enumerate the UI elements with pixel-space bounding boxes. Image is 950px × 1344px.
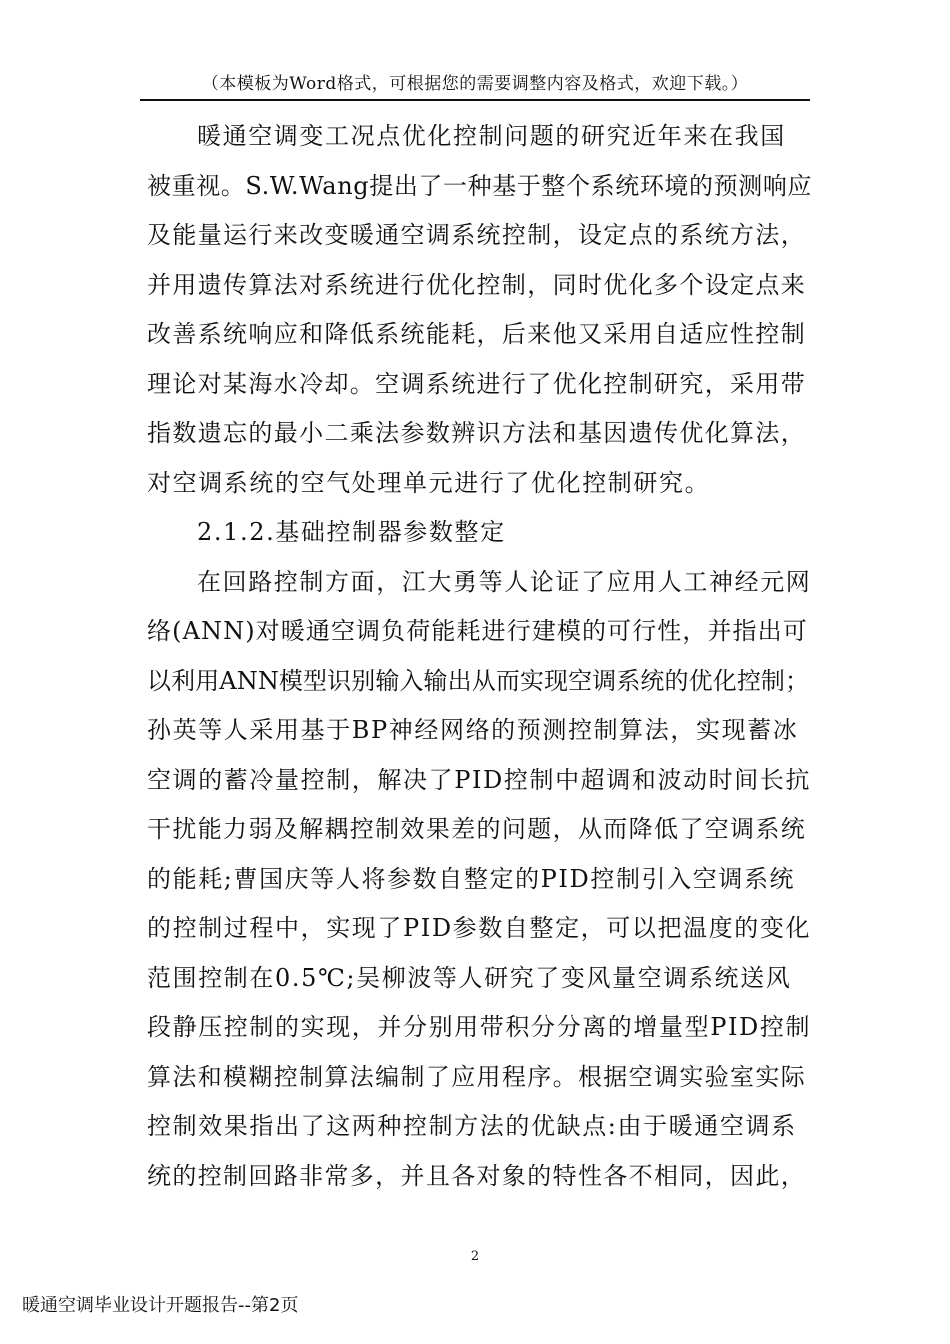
paragraph-line: 理论对某海水冷却。空调系统进行了优化控制研究，采用带 [147,369,807,398]
paragraph-line: 范围控制在0.5℃;吴柳波等人研究了变风量空调系统送风 [147,963,792,992]
paragraph-line: 并用遗传算法对系统进行优化控制，同时优化多个设定点来 [147,270,807,299]
paragraph-line: 对空调系统的空气处理单元进行了优化控制研究。 [147,468,711,497]
paragraph-line: 改善系统响应和降低系统能耗，后来他又采用自适应性控制 [147,320,807,348]
paragraph-line: 在回路控制方面，江大勇等人论证了应用人工神经元网 [197,567,812,596]
paragraph-line: 空调的蓄冷量控制，解决了PID控制中超调和波动时间长抗 [147,765,812,794]
paragraph-line: 干扰能力弱及解耦控制效果差的问题，从而降低了空调系统 [147,815,807,843]
paragraph-line: 及能量运行来改变暖通空调系统控制，设定点的系统方法， [147,221,807,249]
paragraph-line: 统的控制回路非常多，并且各对象的特性各不相同，因此， [147,1161,807,1190]
paragraph-line: 的能耗;曹国庆等人将参数自整定的PID控制引入空调系统 [147,864,796,893]
header-divider [140,99,810,101]
paragraph-line: 以利用ANN模型识别输入输出从而实现空调系统的优化控制； [147,666,810,695]
document-body [147,112,812,1201]
paragraph-line: 算法和模糊控制算法编制了应用程序。根据空调实验室实际 [147,1062,807,1091]
paragraph-line: 控制效果指出了这两种控制方法的优缺点:由于暖通空调系 [147,1112,797,1140]
paragraph-line: 被重视。S.W.Wang提出了一种基于整个系统环境的预测响应 [147,171,813,200]
paragraph-line: 的控制过程中，实现了PID参数自整定，可以把温度的变化 [147,914,812,942]
paragraph-line: 络(ANN)对暖通空调负荷能耗进行建模的可行性，并指出可 [147,617,808,645]
template-notice: （本模板为Word格式，可根据您的需要调整内容及格式，欢迎下载。） [201,74,749,94]
page-caption: 暖通空调毕业设计开题报告--第2页 [22,1295,299,1316]
paragraph-line: 指数遗忘的最小二乘法参数辨识方法和基因遗传优化算法， [147,419,807,447]
paragraph-line: 暖通空调变工况点优化控制问题的研究近年来在我国 [197,122,786,150]
page-number: 2 [470,1249,480,1264]
paragraph-line: 孙英等人采用基于BP神经网络的预测控制算法，实现蓄冰 [147,716,799,744]
section-heading: 2.1.2.基础控制器参数整定 [197,518,506,546]
paragraph-line: 段静压控制的实现，并分别用带积分分离的增量型PID控制 [147,1013,812,1041]
